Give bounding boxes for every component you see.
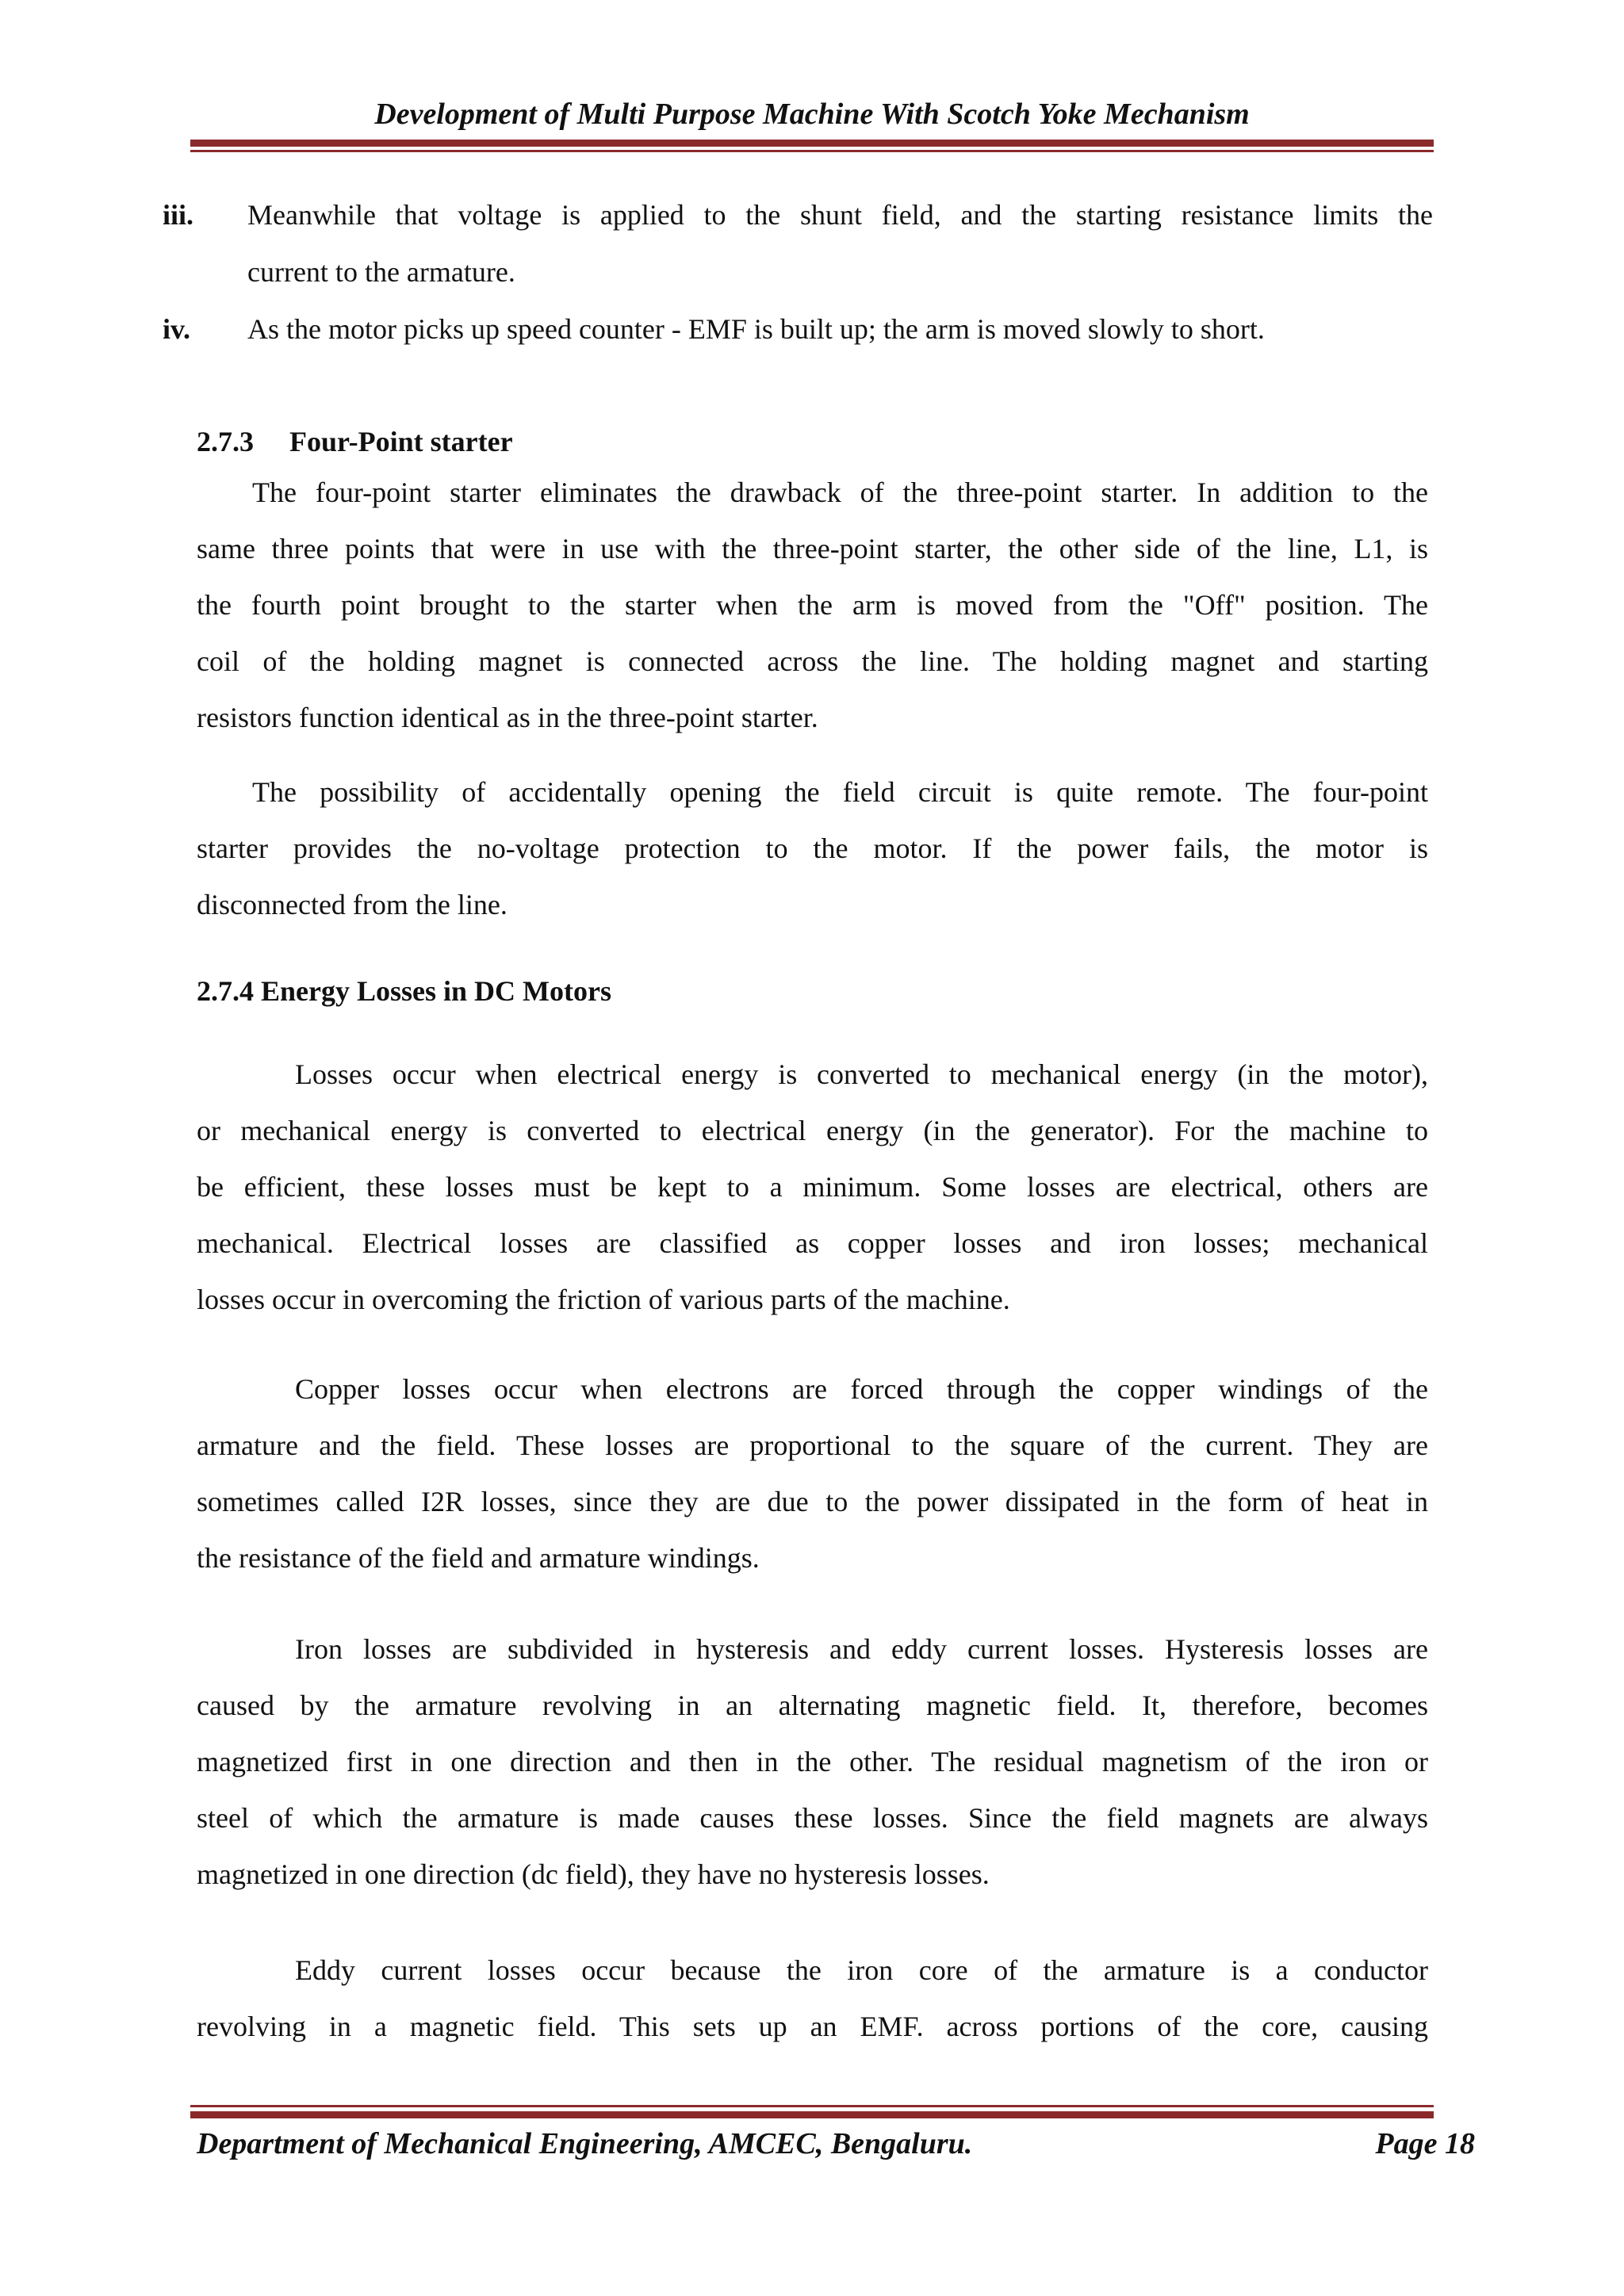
text-line: sometimes called I2R losses, since they are due to the power dissipated in the form of heat in	[197, 1486, 1428, 1517]
header-rule-thick	[190, 140, 1434, 147]
list-line: current to the armature.	[247, 256, 515, 288]
text-line: starter provides the no-voltage protection to the motor. If the power fails, the motor is	[197, 832, 1428, 864]
paragraph	[197, 1942, 1428, 2055]
section-heading-2-7-3: 2.7.3 Four-Point starter	[197, 426, 513, 457]
section-heading-2-7-4: 2.7.4 Energy Losses in DC Motors	[197, 975, 611, 1007]
text-line: or mechanical energy is converted to electrical energy (in the generator). For the machine to	[197, 1115, 1428, 1146]
footer-rule-thick	[190, 2111, 1434, 2118]
footer-department: Department of Mechanical Engineering, AMCEC, Bengaluru.	[197, 2127, 973, 2160]
list-text	[247, 197, 1433, 290]
text-line: revolving in a magnetic field. This sets up an EMF. across portions of the core, causing	[197, 2011, 1428, 2042]
text-line: the fourth point brought to the starter when the arm is moved from the "Off" position. The	[197, 589, 1428, 621]
text-line: Iron losses are subdivided in hysteresis and eddy current losses. Hysteresis losses are	[295, 1633, 1428, 1665]
footer-rule-thin	[190, 2105, 1434, 2107]
list-line: Meanwhile that voltage is applied to the shunt field, and the starting resistance limits the	[247, 199, 1433, 231]
page-number: Page 18	[1375, 2127, 1475, 2160]
paragraph	[197, 764, 1428, 933]
text-line: magnetized in one direction (dc field), they have no hysteresis losses.	[197, 1858, 990, 1890]
text-line: Losses occur when electrical energy is converted to mechanical energy (in the motor),	[295, 1058, 1428, 1090]
paragraph	[197, 465, 1428, 746]
text-line: The four-point starter eliminates the drawback of the three-point starter. In addition to the	[252, 476, 1428, 508]
text-line: disconnected from the line.	[197, 889, 508, 920]
list-text	[247, 311, 1433, 347]
text-line: armature and the field. These losses are proportional to the square of the current. They are	[197, 1429, 1428, 1461]
running-header: Development of Multi Purpose Machine With Scotch Yoke Mechanism	[374, 98, 1250, 131]
list-line: As the motor picks up speed counter - EMF is built up; the arm is moved slowly to short.	[247, 313, 1265, 345]
text-line: magnetized first in one direction and then in the other. The residual magnetism of the iron or	[197, 1746, 1428, 1777]
text-line: The possibility of accidentally opening the field circuit is quite remote. The four-point	[252, 776, 1428, 808]
text-line: same three points that were in use with the three-point starter, the other side of the line, L1, is	[197, 533, 1428, 564]
list-number: iv.	[163, 313, 191, 345]
text-line: losses occur in overcoming the friction of various parts of the machine.	[197, 1284, 1010, 1315]
paragraph	[197, 1361, 1428, 1586]
text-line: Eddy current losses occur because the iron core of the armature is a conductor	[295, 1954, 1428, 1986]
list-number: iii.	[163, 199, 194, 231]
paragraph	[197, 1621, 1428, 1903]
header-rule-thin	[190, 150, 1434, 152]
text-line: coil of the holding magnet is connected across the line. The holding magnet and starting	[197, 645, 1428, 677]
paragraph	[197, 1047, 1428, 1328]
text-line: mechanical. Electrical losses are classified as copper losses and iron losses; mechanical	[197, 1227, 1428, 1259]
text-line: the resistance of the field and armature windings.	[197, 1542, 760, 1574]
text-line: Copper losses occur when electrons are forced through the copper windings of the	[295, 1373, 1428, 1405]
text-line: resistors function identical as in the three-point starter.	[197, 702, 818, 733]
text-line: be efficient, these losses must be kept to a minimum. Some losses are electrical, others are	[197, 1171, 1428, 1203]
text-line: caused by the armature revolving in an alternating magnetic field. It, therefore, becomes	[197, 1689, 1428, 1721]
text-line: steel of which the armature is made causes these losses. Since the field magnets are always	[197, 1802, 1428, 1834]
